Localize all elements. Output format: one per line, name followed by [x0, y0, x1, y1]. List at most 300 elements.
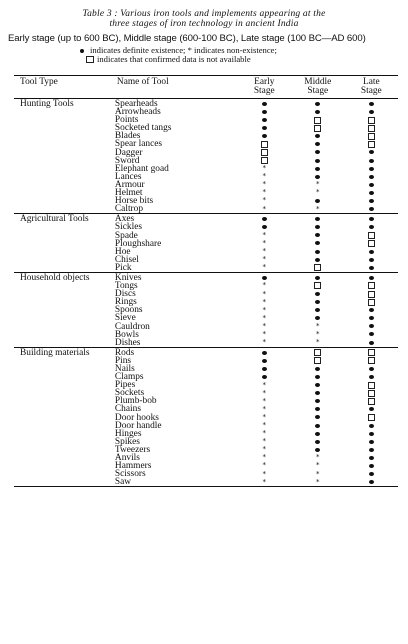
cell-late-stage	[345, 232, 398, 240]
header-early-line-1: Early	[254, 77, 275, 87]
cell-late-stage	[345, 314, 398, 322]
non-existence-marker-icon: *	[262, 329, 267, 338]
data-unavailable-marker-icon	[261, 141, 268, 148]
cell-middle-stage	[291, 157, 345, 165]
legend-line-2	[80, 55, 408, 64]
cell-tool-type	[14, 462, 111, 470]
cell-late-stage	[345, 157, 398, 165]
definite-existence-marker-icon	[315, 134, 320, 138]
cell-late-stage	[345, 149, 398, 157]
cell-tool-type	[14, 165, 111, 173]
data-unavailable-marker-icon	[368, 282, 375, 289]
non-existence-marker-icon: *	[316, 469, 320, 478]
cell-tool-type: Hunting Tools	[14, 99, 111, 109]
data-unavailable-marker-icon	[368, 240, 375, 247]
cell-middle-stage	[291, 256, 345, 264]
table-row	[14, 470, 398, 478]
definite-existence-marker-icon	[369, 191, 374, 195]
definite-existence-marker-icon	[315, 316, 320, 320]
cell-middle-stage	[291, 306, 345, 314]
cell-tool-type	[14, 189, 111, 197]
data-unavailable-marker-icon	[368, 125, 375, 132]
cell-tool-name: Spoons	[114, 305, 143, 316]
table-row	[14, 189, 398, 197]
table-row	[14, 149, 398, 157]
table-row	[14, 462, 398, 470]
cell-early-stage	[238, 149, 291, 157]
cell-tool-type	[14, 414, 111, 422]
non-existence-marker-icon: *	[262, 180, 267, 189]
cell-tool-name: Hammers	[114, 461, 152, 472]
cell-middle-stage	[291, 140, 345, 148]
cell-early-stage	[238, 108, 291, 116]
definite-existence-marker-icon	[369, 199, 374, 203]
cell-early-stage	[238, 462, 291, 470]
cell-tool-name: Door handle	[114, 420, 162, 431]
cell-tool-name: Sockets	[114, 388, 145, 399]
non-existence-marker-icon: *	[262, 380, 267, 389]
cell-early-stage	[238, 282, 291, 290]
cell-tool-type	[14, 282, 111, 290]
non-existence-marker-icon: *	[262, 412, 267, 421]
definite-existence-marker-icon	[369, 448, 374, 452]
definite-existence-marker-icon	[262, 102, 267, 106]
table-row	[14, 323, 398, 331]
definite-existence-marker-icon	[315, 225, 320, 229]
definite-existence-marker-icon	[369, 324, 374, 328]
table-row	[14, 240, 398, 248]
cell-tool-type	[14, 478, 111, 487]
cell-late-stage	[345, 256, 398, 264]
cell-late-stage	[345, 446, 398, 454]
cell-tool-name: Spear lances	[114, 139, 163, 150]
cell-middle-stage	[291, 149, 345, 157]
cell-middle-stage	[291, 381, 345, 389]
definite-existence-marker-icon	[369, 367, 374, 371]
table-row	[14, 478, 398, 487]
table-row	[14, 397, 398, 405]
cell-tool-type	[14, 339, 111, 348]
cell-tool-name: Chisel	[114, 254, 139, 265]
header-early-stage	[238, 76, 291, 99]
non-existence-marker-icon: *	[316, 477, 320, 486]
cell-tool-name: Points	[114, 115, 139, 126]
definite-existence-marker-icon	[315, 448, 320, 452]
cell-middle-stage	[291, 462, 345, 470]
definite-existence-marker-icon	[369, 407, 374, 411]
definite-existence-marker-icon	[315, 159, 320, 163]
cell-tool-name: Spearheads	[111, 99, 238, 109]
cell-late-stage	[345, 306, 398, 314]
table-row	[14, 347, 398, 357]
cell-tool-name: Armour	[114, 179, 145, 190]
definite-existence-marker-icon	[369, 258, 374, 262]
header-middle-line-1: Middle	[304, 77, 332, 87]
non-existence-marker-icon: *	[262, 469, 267, 478]
table-row	[14, 256, 398, 264]
header-tool-type: Tool Type	[14, 76, 111, 99]
cell-tool-name: Cauldron	[114, 321, 150, 332]
non-existence-marker-icon: *	[262, 164, 267, 173]
non-existence-marker-icon: *	[316, 204, 320, 213]
data-unavailable-marker-icon	[368, 133, 375, 140]
header-late-line-1: Late	[362, 77, 380, 87]
cell-tool-type: Household objects	[14, 272, 111, 282]
cell-late-stage	[345, 282, 398, 290]
table-row	[14, 214, 398, 224]
cell-late-stage	[345, 478, 398, 487]
cell-tool-type: Building materials	[14, 347, 111, 357]
definite-existence-marker-icon	[369, 375, 374, 379]
table-row	[14, 357, 398, 365]
cell-tool-name: Caltrop	[114, 204, 144, 215]
definite-existence-marker-icon	[262, 134, 267, 138]
cell-late-stage	[345, 124, 398, 132]
cell-tool-type	[14, 157, 111, 165]
header-late-stage	[345, 76, 398, 99]
cell-late-stage	[345, 405, 398, 413]
table-row	[14, 248, 398, 256]
non-existence-marker-icon: *	[316, 188, 320, 197]
cell-late-stage	[345, 116, 398, 124]
non-existence-marker-icon: *	[262, 172, 267, 181]
non-existence-marker-icon: *	[262, 255, 267, 264]
cell-late-stage	[345, 205, 398, 214]
definite-existence-marker-icon	[315, 167, 320, 171]
cell-late-stage	[345, 132, 398, 140]
table-row	[14, 108, 398, 116]
non-existence-marker-icon: *	[262, 247, 267, 256]
cell-middle-stage	[291, 290, 345, 298]
definite-existence-marker-icon	[369, 456, 374, 460]
data-unavailable-marker-icon	[368, 232, 375, 239]
definite-existence-marker-icon	[262, 375, 267, 379]
cell-tool-name: Saw	[111, 478, 238, 487]
definite-existence-marker-icon	[369, 183, 374, 187]
cell-tool-type	[14, 116, 111, 124]
non-existence-marker-icon: *	[262, 230, 267, 239]
cell-tool-type	[14, 422, 111, 430]
definite-existence-marker-icon	[369, 432, 374, 436]
cell-tool-type	[14, 438, 111, 446]
cell-middle-stage	[291, 357, 345, 365]
definite-existence-marker-icon	[369, 308, 374, 312]
cell-late-stage	[345, 438, 398, 446]
definite-existence-marker-icon	[369, 424, 374, 428]
table-row	[14, 157, 398, 165]
cell-early-stage	[238, 116, 291, 124]
cell-tool-type	[14, 381, 111, 389]
cell-tool-name: Horse bits	[114, 196, 154, 207]
definite-existence-marker-icon	[262, 359, 267, 363]
cell-tool-name: Dishes	[114, 337, 141, 348]
definite-existence-marker-icon	[315, 292, 320, 296]
cell-tool-type	[14, 124, 111, 132]
cell-tool-name: Tongs	[114, 281, 138, 292]
non-existence-marker-icon: *	[262, 429, 267, 438]
data-unavailable-marker-icon	[261, 157, 268, 164]
cell-middle-stage	[291, 478, 345, 487]
cell-tool-name: Tweezers	[114, 444, 151, 455]
definite-existence-marker-icon	[315, 102, 320, 106]
cell-tool-name: Elephant goad	[114, 163, 169, 174]
cell-tool-name: Helmet	[114, 188, 143, 199]
table-row	[14, 223, 398, 231]
definite-existence-marker-icon	[369, 341, 374, 345]
cell-late-stage	[345, 430, 398, 438]
non-existence-marker-icon: *	[262, 305, 267, 314]
table-row	[14, 373, 398, 381]
data-unavailable-marker-icon	[86, 56, 94, 63]
iron-tools-table	[14, 75, 398, 487]
data-unavailable-marker-icon	[368, 291, 375, 298]
definite-existence-marker-icon	[315, 300, 320, 304]
table-row	[14, 381, 398, 389]
cell-tool-name: Lances	[114, 171, 142, 182]
non-existence-marker-icon: *	[262, 281, 267, 290]
non-existence-marker-icon: *	[316, 321, 320, 330]
cell-early-stage	[238, 347, 291, 357]
cell-middle-stage	[291, 240, 345, 248]
non-existence-marker-icon: *	[262, 477, 267, 486]
cell-middle-stage	[291, 347, 345, 357]
cell-tool-name: Spikes	[114, 436, 140, 447]
definite-existence-marker-icon	[262, 217, 267, 221]
cell-tool-type	[14, 181, 111, 189]
table-row	[14, 197, 398, 205]
data-unavailable-marker-icon	[368, 398, 375, 405]
definite-existence-marker-icon	[262, 351, 267, 355]
cell-late-stage	[345, 140, 398, 148]
cell-middle-stage	[291, 189, 345, 197]
cell-tool-type	[14, 298, 111, 306]
definite-existence-marker-icon	[369, 207, 374, 211]
cell-late-stage	[345, 240, 398, 248]
cell-middle-stage	[291, 405, 345, 413]
cell-middle-stage	[291, 205, 345, 214]
cell-tool-type	[14, 470, 111, 478]
cell-tool-name: Clamps	[114, 372, 144, 383]
table-row	[14, 165, 398, 173]
table-row	[14, 298, 398, 306]
non-existence-marker-icon: *	[262, 297, 267, 306]
cell-late-stage	[345, 290, 398, 298]
table-row	[14, 140, 398, 148]
header-middle-line-2: Stage	[307, 86, 329, 96]
legend-text-2: indicates that confirmed data is not available	[97, 54, 251, 64]
definite-existence-marker-icon	[315, 415, 320, 419]
definite-existence-marker-icon	[315, 250, 320, 254]
cell-tool-name: Pick	[114, 262, 132, 273]
non-existence-marker-icon: *	[262, 404, 267, 413]
definite-existence-marker-icon	[315, 383, 320, 387]
non-existence-marker-icon: *	[262, 313, 267, 322]
cell-late-stage	[345, 189, 398, 197]
cell-early-stage	[238, 365, 291, 373]
non-existence-marker-icon: *	[262, 445, 267, 454]
definite-existence-marker-icon	[315, 432, 320, 436]
cell-tool-type	[14, 140, 111, 148]
cell-middle-stage	[291, 214, 345, 224]
cell-middle-stage	[291, 422, 345, 430]
cell-late-stage	[345, 165, 398, 173]
non-existence-marker-icon: *	[316, 461, 320, 470]
cell-tool-type	[14, 454, 111, 462]
cell-middle-stage	[291, 339, 345, 348]
cell-early-stage	[238, 197, 291, 205]
data-unavailable-marker-icon	[368, 299, 375, 306]
cell-middle-stage	[291, 365, 345, 373]
cell-middle-stage	[291, 373, 345, 381]
cell-middle-stage	[291, 282, 345, 290]
cell-middle-stage	[291, 116, 345, 124]
data-unavailable-marker-icon	[368, 349, 375, 356]
cell-middle-stage	[291, 414, 345, 422]
cell-middle-stage	[291, 430, 345, 438]
data-unavailable-marker-icon	[314, 349, 321, 356]
cell-middle-stage	[291, 132, 345, 140]
cell-tool-type	[14, 173, 111, 181]
definite-existence-marker-icon	[315, 407, 320, 411]
cell-tool-name: Plumb-bob	[114, 396, 157, 407]
cell-middle-stage	[291, 99, 345, 109]
cell-tool-type	[14, 430, 111, 438]
cell-middle-stage	[291, 298, 345, 306]
cell-late-stage	[345, 99, 398, 109]
cell-late-stage	[345, 181, 398, 189]
cell-tool-type	[14, 405, 111, 413]
cell-tool-name: Discs	[114, 289, 136, 300]
definite-existence-marker-icon	[315, 367, 320, 371]
cell-tool-type	[14, 223, 111, 231]
cell-late-stage	[345, 339, 398, 348]
cell-tool-name: Hoe	[114, 246, 131, 257]
cell-late-stage	[345, 462, 398, 470]
cell-tool-type	[14, 446, 111, 454]
definite-existence-marker-icon	[369, 250, 374, 254]
cell-late-stage	[345, 323, 398, 331]
cell-late-stage	[345, 331, 398, 339]
data-unavailable-marker-icon	[314, 125, 321, 132]
definite-existence-marker-icon	[315, 175, 320, 179]
cell-tool-name: Pins	[114, 355, 132, 366]
cell-late-stage	[345, 365, 398, 373]
legend	[80, 46, 408, 64]
cell-tool-type	[14, 323, 111, 331]
cell-middle-stage	[291, 165, 345, 173]
cell-late-stage	[345, 223, 398, 231]
cell-tool-name: Knives	[111, 272, 238, 282]
data-unavailable-marker-icon	[368, 117, 375, 124]
cell-tool-type	[14, 290, 111, 298]
non-existence-marker-icon: *	[262, 461, 267, 470]
table-title-line-2: three stages of iron technology in ancient India	[109, 19, 299, 29]
table-row	[14, 414, 398, 422]
table-row	[14, 272, 398, 282]
table-row	[14, 446, 398, 454]
cell-early-stage	[238, 264, 291, 273]
cell-early-stage	[238, 373, 291, 381]
cell-early-stage	[238, 140, 291, 148]
definite-existence-marker-icon	[369, 225, 374, 229]
cell-middle-stage	[291, 438, 345, 446]
definite-existence-marker-icon	[369, 159, 374, 163]
cell-tool-type	[14, 232, 111, 240]
cell-tool-type	[14, 197, 111, 205]
cell-tool-name: Sickles	[114, 222, 143, 233]
header-early-line-2: Stage	[253, 86, 275, 96]
cell-middle-stage	[291, 248, 345, 256]
cell-tool-type	[14, 306, 111, 314]
header-late-line-2: Stage	[360, 86, 382, 96]
cell-late-stage	[345, 454, 398, 462]
table-row	[14, 306, 398, 314]
cell-early-stage	[238, 124, 291, 132]
definite-existence-marker-icon	[315, 399, 320, 403]
cell-late-stage	[345, 173, 398, 181]
definite-existence-marker-icon	[262, 110, 267, 114]
definite-existence-marker-icon	[369, 175, 374, 179]
non-existence-marker-icon: *	[262, 289, 267, 298]
legend-text-1: indicates definite existence; * indicates non-existence;	[90, 45, 277, 55]
cell-tool-name: Bowls	[114, 329, 139, 340]
definite-existence-marker-icon	[315, 217, 320, 221]
table-row	[14, 264, 398, 273]
cell-late-stage	[345, 414, 398, 422]
cell-tool-type	[14, 132, 111, 140]
data-unavailable-marker-icon	[368, 414, 375, 421]
cell-late-stage	[345, 272, 398, 282]
cell-tool-type	[14, 256, 111, 264]
cell-tool-type	[14, 248, 111, 256]
table-row	[14, 389, 398, 397]
table-row	[14, 132, 398, 140]
data-unavailable-marker-icon	[314, 264, 321, 271]
cell-late-stage	[345, 357, 398, 365]
cell-tool-type	[14, 389, 111, 397]
definite-existence-marker-icon	[315, 258, 320, 262]
cell-late-stage	[345, 389, 398, 397]
definite-existence-marker-icon	[315, 308, 320, 312]
table-row	[14, 405, 398, 413]
non-existence-marker-icon: *	[262, 338, 267, 347]
non-existence-marker-icon: *	[262, 388, 267, 397]
non-existence-marker-icon: *	[262, 321, 267, 330]
cell-tool-name: Ploughshare	[114, 238, 162, 249]
cell-late-stage	[345, 373, 398, 381]
cell-early-stage	[238, 205, 291, 214]
non-existence-marker-icon: *	[262, 421, 267, 429]
non-existence-marker-icon: *	[262, 263, 267, 272]
definite-existence-marker-icon	[262, 126, 267, 130]
table-row	[14, 181, 398, 189]
cell-early-stage	[238, 99, 291, 109]
data-unavailable-marker-icon	[314, 282, 321, 289]
table-row	[14, 205, 398, 214]
cell-tool-name: Blades	[114, 131, 141, 142]
table-title-line-1: Table 3 : Various iron tools and implements appearing at the	[82, 9, 326, 19]
table-header-row	[14, 76, 398, 99]
cell-tool-name: Rods	[111, 347, 238, 357]
cell-tool-name: Hinges	[114, 428, 142, 439]
table-row	[14, 454, 398, 462]
table-body	[14, 99, 398, 487]
non-existence-marker-icon: *	[316, 338, 320, 347]
cell-tool-type	[14, 373, 111, 381]
non-existence-marker-icon: *	[316, 180, 320, 189]
cell-tool-name: Spade	[114, 230, 138, 241]
table-row	[14, 124, 398, 132]
